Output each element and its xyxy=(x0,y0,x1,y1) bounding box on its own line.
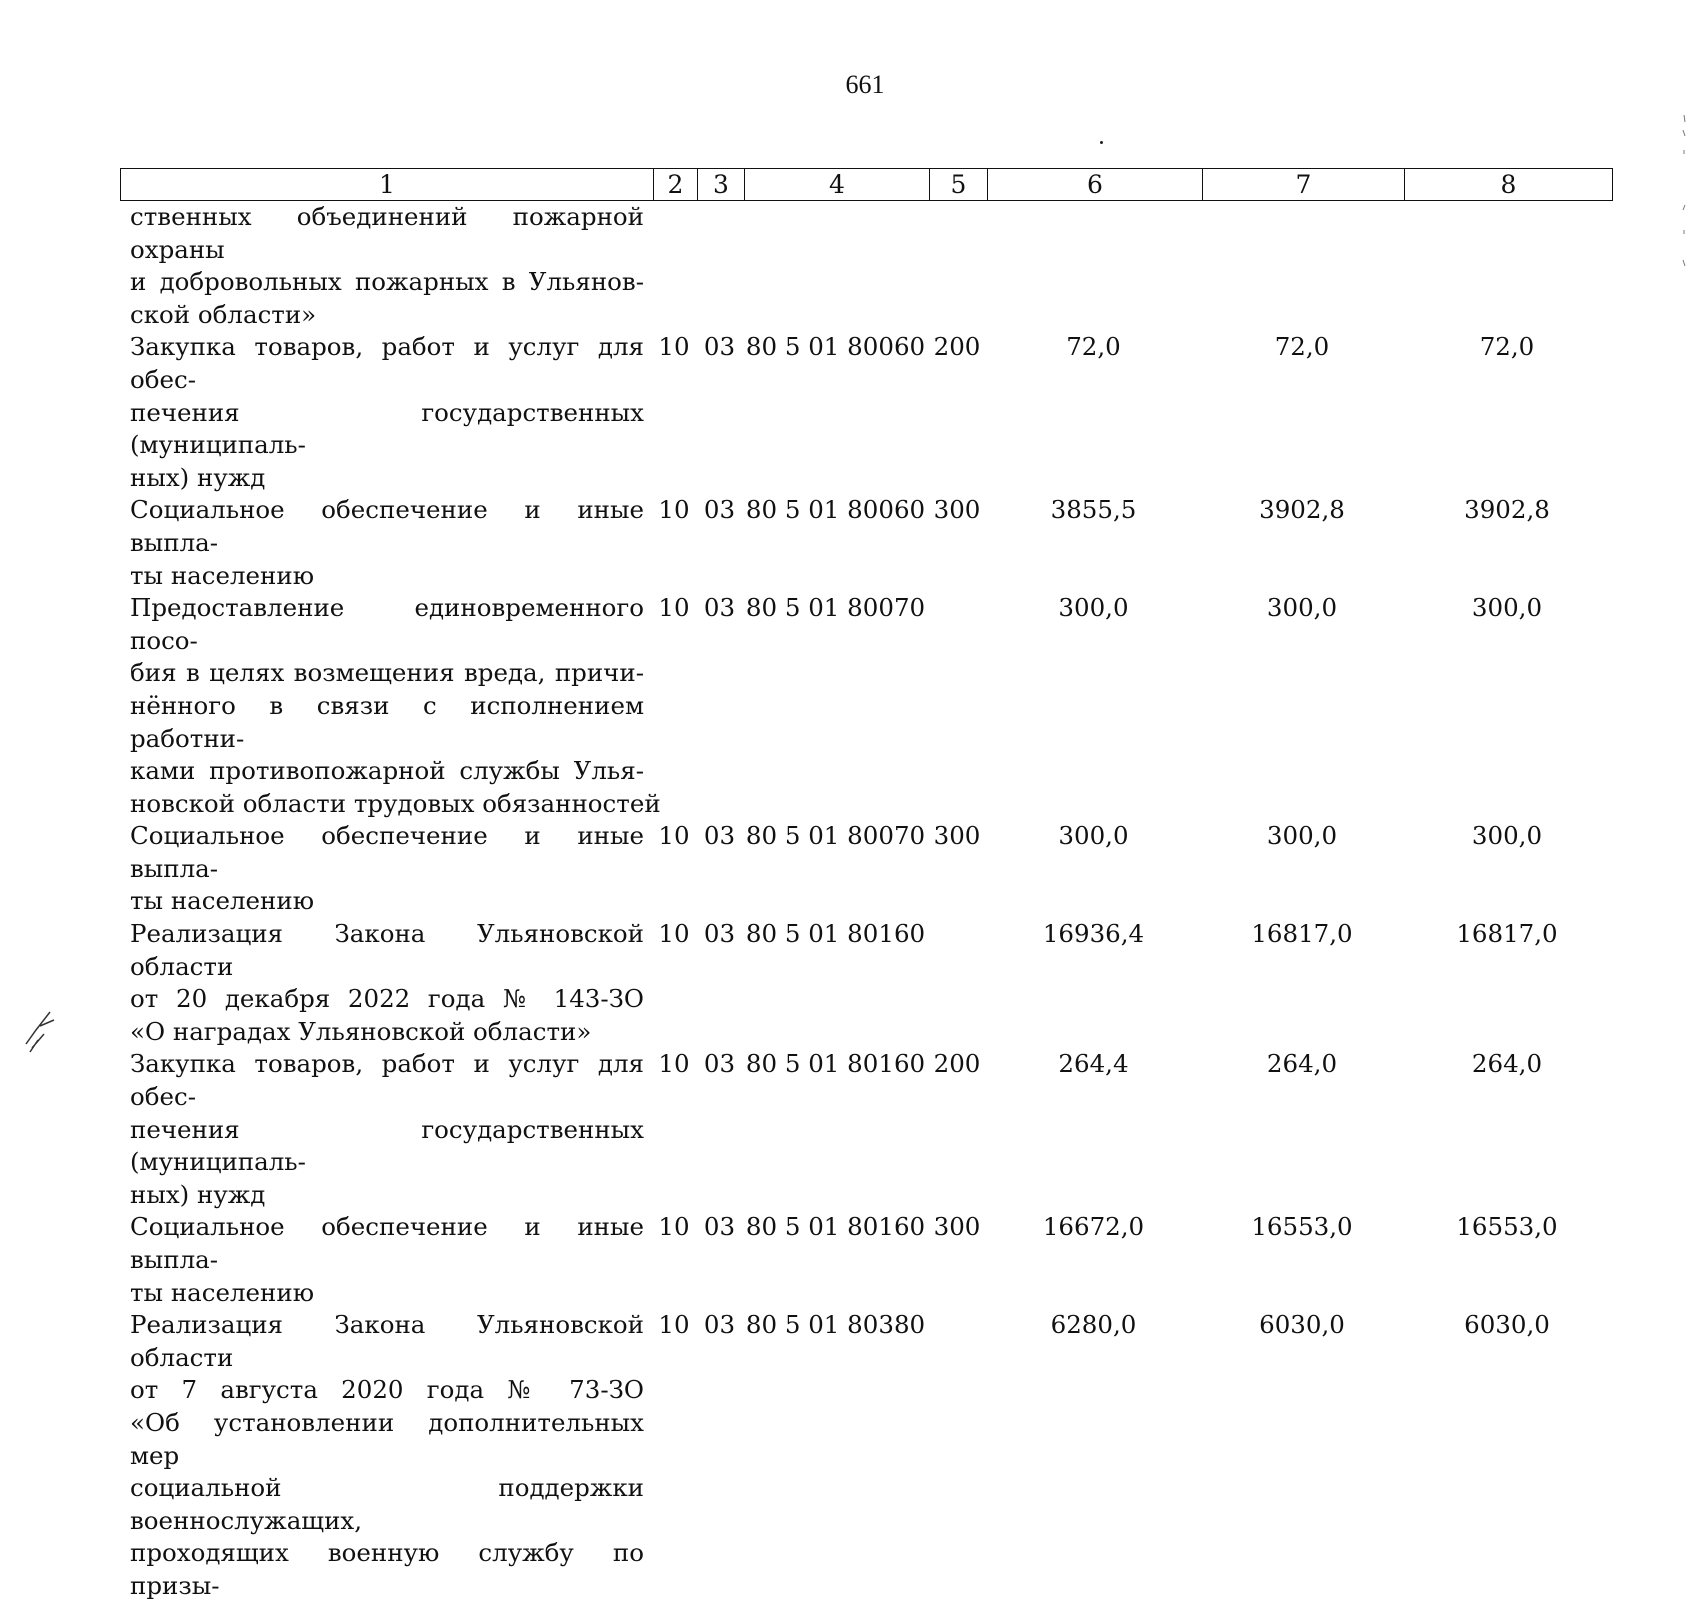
amount-col-6: 16672,0 xyxy=(1042,1212,1145,1242)
subsection-code: 03 xyxy=(703,919,736,949)
row-description xyxy=(120,1211,652,1309)
row-description xyxy=(120,1309,652,1602)
table-row xyxy=(120,918,1611,1048)
header-col-1: 1 xyxy=(379,170,395,199)
subsection-code: 03 xyxy=(703,332,736,362)
description-line: проходящих военную службу по призы- xyxy=(130,1538,644,1600)
subsection-code: 03 xyxy=(703,593,736,623)
header-col-4: 4 xyxy=(744,169,929,200)
description-line: «О наградах Ульяновской области» xyxy=(130,1016,592,1046)
amount-col-7: 72,0 xyxy=(1274,332,1330,362)
target-article-code: 80 5 01 80060 xyxy=(745,332,926,362)
description-line: Закупка товаров, работ и услуг для обес- xyxy=(130,332,644,394)
target-article-code: 80 5 01 80060 xyxy=(745,495,926,525)
table-row xyxy=(120,331,1611,494)
expense-type-code: 300 xyxy=(933,821,981,851)
amount-col-6: 300,0 xyxy=(1058,593,1129,623)
section-code: 10 xyxy=(658,919,690,949)
header-col-7: 7 xyxy=(1202,169,1404,200)
amount-col-7: 6030,0 xyxy=(1259,1310,1345,1340)
section-code: 10 xyxy=(658,821,690,851)
row-description xyxy=(120,820,652,918)
description-line: от 20 декабря 2022 года № 143-ЗО xyxy=(130,984,644,1014)
amount-col-6: 300,0 xyxy=(1058,821,1129,851)
subsection-code: 03 xyxy=(703,495,736,525)
target-article-code: 80 5 01 80070 xyxy=(745,821,926,851)
target-article-code: 80 5 01 80160 xyxy=(745,919,926,949)
section-code: 10 xyxy=(658,1049,690,1079)
table-row xyxy=(120,494,1611,592)
description-line: и добровольных пожарных в Ульянов- xyxy=(130,267,644,297)
scan-edge-marks xyxy=(1678,110,1690,280)
subsection-code: 03 xyxy=(703,821,736,851)
target-article-code: 80 5 01 80380 xyxy=(745,1310,926,1340)
amount-col-6: 6280,0 xyxy=(1050,1310,1137,1340)
description-line: ных) нужд xyxy=(130,462,266,492)
amount-col-8: 16817,0 xyxy=(1456,919,1558,949)
target-article-code: 80 5 01 80160 xyxy=(745,1049,926,1079)
expense-type-code: 300 xyxy=(933,1212,981,1242)
subsection-code: 03 xyxy=(703,1049,736,1079)
description-line: ственных объединений пожарной охраны xyxy=(130,202,644,264)
header-col-3: 3 xyxy=(697,169,744,200)
amount-col-6: 72,0 xyxy=(1066,332,1121,362)
amount-col-8: 264,0 xyxy=(1471,1049,1543,1079)
header-col-6: 6 xyxy=(987,169,1202,200)
table-header xyxy=(120,168,1613,201)
table-row xyxy=(120,1309,1611,1602)
page-speck xyxy=(1100,141,1103,144)
section-code: 10 xyxy=(658,332,690,362)
section-code: 10 xyxy=(658,1310,690,1340)
header-col-2: 2 xyxy=(653,169,697,200)
subsection-code: 03 xyxy=(703,1310,736,1340)
header-col-5: 5 xyxy=(929,169,987,200)
table-row xyxy=(120,1211,1611,1309)
target-article-code: 80 5 01 80070 xyxy=(745,593,926,623)
expense-type-code: 300 xyxy=(933,495,981,525)
amount-col-8: 72,0 xyxy=(1479,332,1535,362)
description-line: ской области» xyxy=(130,299,317,329)
section-code: 10 xyxy=(658,1212,690,1242)
section-code: 10 xyxy=(658,593,690,623)
table-row xyxy=(120,820,1611,918)
amount-col-6: 264,4 xyxy=(1058,1049,1129,1079)
description-line: печения государственных (муниципаль- xyxy=(130,397,644,460)
amount-col-7: 300,0 xyxy=(1266,593,1338,623)
description-line: Реализация Закона Ульяновской области xyxy=(130,919,644,981)
target-article-code: 80 5 01 80160 xyxy=(745,1212,926,1242)
description-line: Закупка товаров, работ и услуг для обес- xyxy=(130,1049,644,1112)
description-line: ты населению xyxy=(130,560,315,590)
row-description xyxy=(120,918,652,1048)
page-number: 661 xyxy=(845,70,885,99)
table-row xyxy=(120,201,1611,331)
section-code: 10 xyxy=(658,495,690,525)
description-line: «Об установлении дополнительных мер xyxy=(130,1407,644,1470)
handwritten-mark xyxy=(20,990,65,1060)
table-row xyxy=(120,1048,1611,1211)
description-line: бия в целях возмещения вреда, причи- xyxy=(130,658,644,688)
description-line: Социальное обеспечение и иные выпла- xyxy=(130,495,644,557)
description-line: ками противопожарной службы Улья- xyxy=(130,756,644,786)
amount-col-8: 3902,8 xyxy=(1464,495,1550,525)
description-line: Социальное обеспечение и иные выпла- xyxy=(130,1212,644,1274)
amount-col-6: 16936,4 xyxy=(1042,919,1145,949)
row-description xyxy=(120,331,652,494)
row-description xyxy=(120,494,652,592)
amount-col-7: 264,0 xyxy=(1266,1049,1338,1079)
description-line: Социальное обеспечение и иные выпла- xyxy=(130,821,644,883)
description-line: от 7 августа 2020 года № 73-ЗО xyxy=(130,1375,644,1405)
description-line: ты населению xyxy=(130,886,315,916)
expense-type-code: 200 xyxy=(933,1049,981,1079)
amount-col-7: 300,0 xyxy=(1266,821,1338,851)
description-line: печения государственных (муниципаль- xyxy=(130,1114,644,1177)
amount-col-6: 3855,5 xyxy=(1050,495,1137,525)
description-line: новской области трудовых обязанностей xyxy=(130,788,661,818)
description-line: Предоставление единовременного посо- xyxy=(130,593,644,655)
header-col-8: 8 xyxy=(1404,169,1612,200)
amount-col-7: 16553,0 xyxy=(1251,1212,1353,1242)
description-line: ных) нужд xyxy=(130,1179,266,1209)
amount-col-8: 300,0 xyxy=(1471,593,1543,623)
row-description xyxy=(120,1048,652,1211)
description-line: Реализация Закона Ульяновской области xyxy=(130,1310,644,1372)
amount-col-7: 3902,8 xyxy=(1259,495,1345,525)
amount-col-8: 16553,0 xyxy=(1456,1212,1558,1242)
table-body xyxy=(120,201,1611,1603)
table-row xyxy=(120,592,1611,820)
row-description xyxy=(120,201,652,331)
amount-col-8: 300,0 xyxy=(1471,821,1543,851)
expense-type-code: 200 xyxy=(933,332,981,362)
description-line: нённого в связи с исполнением работни- xyxy=(130,690,644,753)
amount-col-7: 16817,0 xyxy=(1251,919,1353,949)
description-line: ты населению xyxy=(130,1277,315,1307)
amount-col-8: 6030,0 xyxy=(1464,1310,1550,1340)
description-line: социальной поддержки военнослужащих, xyxy=(130,1473,644,1535)
row-description xyxy=(120,592,661,820)
subsection-code: 03 xyxy=(703,1212,736,1242)
